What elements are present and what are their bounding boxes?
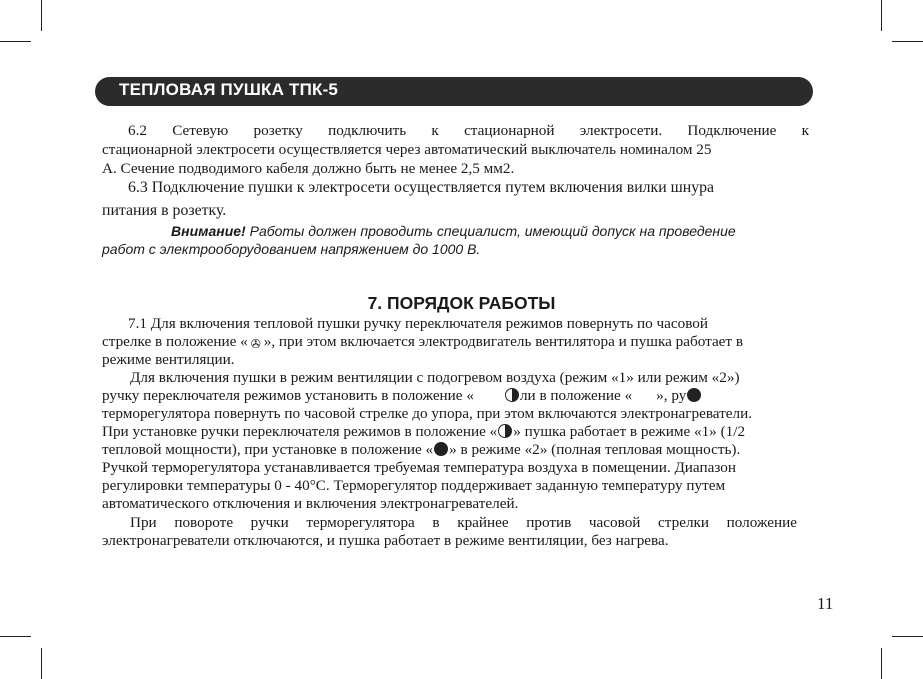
text-run: » пушка работает в режиме «1» (1/2 <box>513 423 746 440</box>
crop-mark <box>0 41 31 42</box>
text-run: », ру <box>656 387 687 404</box>
section-title: 7. ПОРЯДОК РАБОТЫ <box>367 293 556 313</box>
word: крайнее <box>457 514 509 531</box>
text-run: тепловой мощности), при установке в положение « <box>102 441 434 458</box>
s71-line-3: режиме вентиляции. <box>102 351 235 368</box>
crop-mark <box>892 636 923 637</box>
word: стрелки <box>658 514 710 531</box>
p62-line-3: А. Сечение подводимого кабеля должно быть не менее 2,5 мм2. <box>102 160 515 177</box>
s71-line-5 <box>102 387 702 405</box>
s71-line-8 <box>102 441 740 459</box>
word: против <box>526 514 572 531</box>
word: стационарной <box>464 122 555 139</box>
warning-line-2: работ с электрооборудованием напряжением до 1000 В. <box>102 241 481 257</box>
crop-mark <box>0 636 31 637</box>
word: подключить <box>328 122 407 139</box>
word: электросети. <box>579 122 663 139</box>
s71-line-7 <box>102 423 745 441</box>
word: Сетевую <box>172 122 229 139</box>
word: При <box>130 514 157 531</box>
text-run: При установке ручки переключателя режимов в положение « <box>102 423 498 440</box>
p63-line-2: питания в розетку. <box>102 202 227 219</box>
half-circle-icon <box>505 388 519 402</box>
crop-mark <box>881 0 882 31</box>
header-bar <box>95 77 813 106</box>
text-run: ли в положение « <box>519 387 633 404</box>
crop-mark <box>41 648 42 679</box>
fan-icon: ✇ <box>250 337 261 351</box>
p62-line-2: стационарной электросети осуществляется через автоматический выключатель номиналом 25 <box>102 141 712 158</box>
word: розетку <box>253 122 303 139</box>
s71-line-13: электронагреватели отключаются, и пушка работает в режиме вентиляции, без нагрева. <box>102 532 669 549</box>
word: Подключение <box>687 122 777 139</box>
word: повороте <box>174 514 234 531</box>
s71-line-10: регулировки температуры 0 - 40°С. Терморегулятор поддерживает заданную температуру путем <box>102 477 726 494</box>
s71-line-9: Ручкой терморегулятора устанавливается требуемая температура воздуха в помещении. Диапазон <box>102 459 736 476</box>
word: положение <box>726 514 797 531</box>
s71-line-12 <box>130 514 797 532</box>
word: терморегулятора <box>306 514 415 531</box>
warning-line-1 <box>171 222 736 240</box>
filled-circle-icon <box>434 442 448 456</box>
crop-mark <box>41 0 42 31</box>
s71-line-11: автоматического отключения и включения электронагревателей. <box>102 495 519 512</box>
half-circle-icon <box>498 424 512 438</box>
p62-line-1 <box>128 122 809 140</box>
warning-text: Работы должен проводить специалист, имеющий допуск на проведение <box>245 223 736 239</box>
warning-label: Внимание! <box>171 223 246 239</box>
s71-line-6: терморегулятора повернуть по часовой стрелке до упора, при этом включаются электронагреватели. <box>102 405 753 422</box>
s71-line-4: Для включения пушки в режим вентиляции с подогревом воздуха (режим «1» или режим «2») <box>130 369 740 386</box>
word: часовой <box>588 514 641 531</box>
text-run: ручку переключателя режимов установить в положение « <box>102 387 474 404</box>
s71-line-1: 7.1 Для включения тепловой пушки ручку переключателя режимов повернуть по часовой <box>128 315 709 332</box>
text-run: » в режиме «2» (полная тепловая мощность). <box>449 441 741 458</box>
word: в <box>432 514 440 531</box>
word: к <box>801 122 809 139</box>
text-run: стрелке в положение « <box>102 333 248 350</box>
crop-mark <box>892 41 923 42</box>
word: 6.2 <box>128 122 147 139</box>
crop-mark <box>881 648 882 679</box>
word: ручки <box>250 514 289 531</box>
page-number: 11 <box>817 594 834 613</box>
p63-line-1: 6.3 Подключение пушки к электросети осуществляется путем включения вилки шнура <box>128 179 715 196</box>
s71-line-2 <box>102 333 743 351</box>
text-run: », при этом включается электродвигатель вентилятора и пушка работает в <box>263 333 744 350</box>
page-title: ТЕПЛОВАЯ ПУШКА ТПК-5 <box>119 80 339 99</box>
filled-circle-icon <box>687 388 701 402</box>
word: к <box>431 122 439 139</box>
